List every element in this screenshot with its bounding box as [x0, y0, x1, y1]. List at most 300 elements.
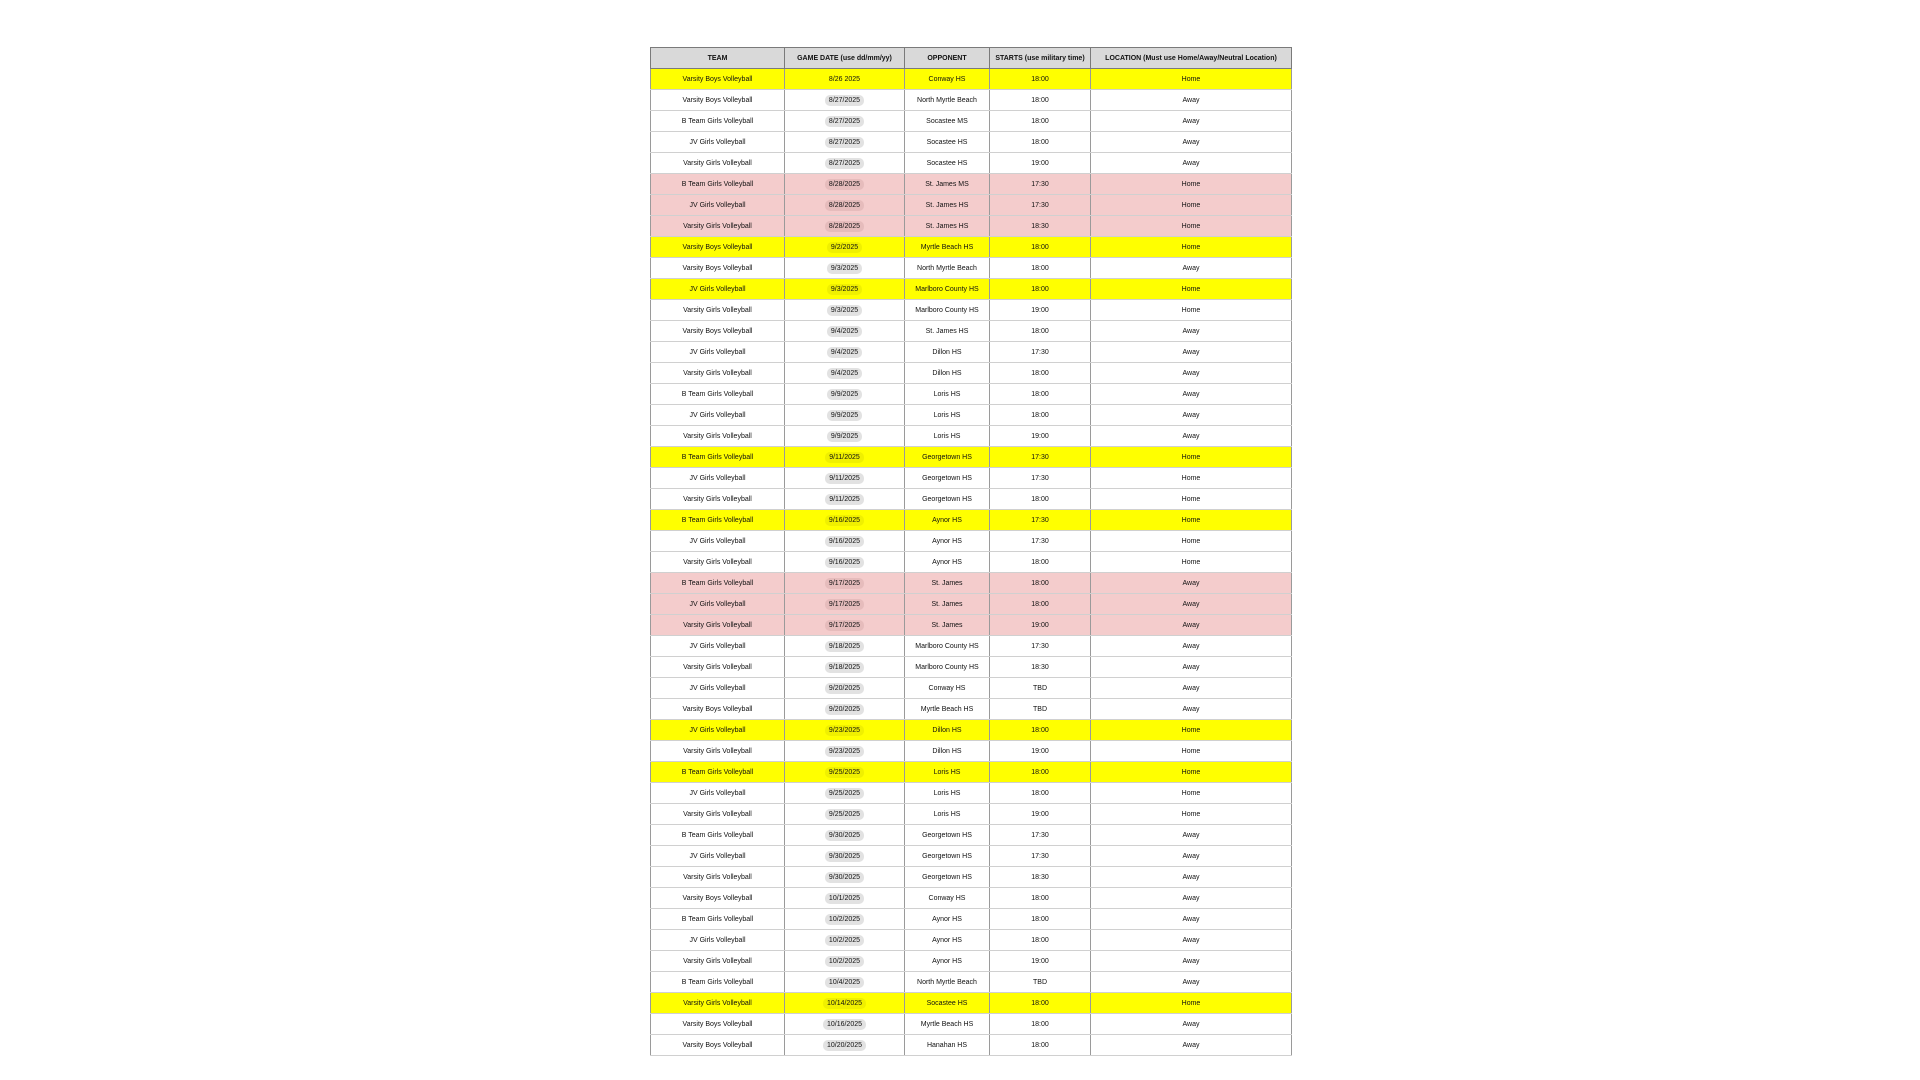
- opponent-cell: Marlboro County HS: [905, 636, 990, 657]
- table-row: [651, 132, 1292, 153]
- start-time-cell: 18:00: [990, 258, 1091, 279]
- game-date-cell: [785, 678, 905, 699]
- game-date-cell: [785, 636, 905, 657]
- location-cell: Away: [1091, 426, 1292, 447]
- table-row: [651, 762, 1292, 783]
- team-cell: JV Girls Volleyball: [651, 531, 785, 552]
- schedule-header: [651, 48, 1292, 69]
- header-starts: STARTS (use military time): [990, 48, 1091, 69]
- opponent-cell: Hanahan HS: [905, 1035, 990, 1056]
- table-row: [651, 720, 1292, 741]
- game-date-chip: 8/27/2025: [825, 95, 864, 106]
- opponent-cell: Loris HS: [905, 426, 990, 447]
- game-date-chip: 10/14/2025: [823, 998, 866, 1009]
- team-cell: JV Girls Volleyball: [651, 279, 785, 300]
- location-cell: Home: [1091, 237, 1292, 258]
- team-cell: JV Girls Volleyball: [651, 846, 785, 867]
- game-date-chip: 10/1/2025: [825, 893, 864, 904]
- game-date-cell: [785, 1014, 905, 1035]
- opponent-cell: Loris HS: [905, 762, 990, 783]
- table-row: [651, 552, 1292, 573]
- game-date-cell: [785, 237, 905, 258]
- table-row: [651, 615, 1292, 636]
- table-row: [651, 993, 1292, 1014]
- team-cell: Varsity Girls Volleyball: [651, 615, 785, 636]
- team-cell: JV Girls Volleyball: [651, 468, 785, 489]
- location-cell: Away: [1091, 258, 1292, 279]
- game-date-chip: 9/25/2025: [825, 788, 864, 799]
- location-cell: Away: [1091, 321, 1292, 342]
- start-time-cell: 18:00: [990, 594, 1091, 615]
- game-date-chip: 9/30/2025: [825, 872, 864, 883]
- game-date-chip: 9/9/2025: [827, 410, 862, 421]
- opponent-cell: North Myrtle Beach: [905, 90, 990, 111]
- game-date-chip: 9/17/2025: [825, 620, 864, 631]
- team-cell: Varsity Boys Volleyball: [651, 90, 785, 111]
- game-date-cell: [785, 279, 905, 300]
- location-cell: Away: [1091, 90, 1292, 111]
- start-time-cell: 18:30: [990, 216, 1091, 237]
- game-date-chip: 8/28/2025: [825, 200, 864, 211]
- start-time-cell: 18:00: [990, 762, 1091, 783]
- table-row: [651, 69, 1292, 90]
- game-date-cell: [785, 888, 905, 909]
- location-cell: Home: [1091, 783, 1292, 804]
- opponent-cell: Aynor HS: [905, 930, 990, 951]
- game-date-chip: 9/30/2025: [825, 851, 864, 862]
- table-row: [651, 678, 1292, 699]
- game-date-chip: 8/27/2025: [825, 137, 864, 148]
- opponent-cell: Socastee HS: [905, 132, 990, 153]
- header-row: [651, 48, 1292, 69]
- header-game-date: GAME DATE (use dd/mm/yy): [785, 48, 905, 69]
- game-date-cell: [785, 132, 905, 153]
- opponent-cell: Dillon HS: [905, 720, 990, 741]
- start-time-cell: 18:00: [990, 1035, 1091, 1056]
- game-date-chip: 9/11/2025: [825, 494, 864, 505]
- start-time-cell: 17:30: [990, 174, 1091, 195]
- location-cell: Home: [1091, 762, 1292, 783]
- game-date-chip: 9/9/2025: [827, 389, 862, 400]
- header-opponent: OPPONENT: [905, 48, 990, 69]
- game-date-cell: [785, 573, 905, 594]
- location-cell: Away: [1091, 615, 1292, 636]
- game-date-chip: 9/3/2025: [827, 284, 862, 295]
- game-date-cell: [785, 216, 905, 237]
- location-cell: Away: [1091, 972, 1292, 993]
- game-date-cell: [785, 195, 905, 216]
- team-cell: Varsity Girls Volleyball: [651, 153, 785, 174]
- location-cell: Away: [1091, 594, 1292, 615]
- game-date-chip: 9/23/2025: [825, 725, 864, 736]
- game-date-chip: 10/4/2025: [825, 977, 864, 988]
- start-time-cell: 19:00: [990, 804, 1091, 825]
- table-row: [651, 489, 1292, 510]
- opponent-cell: Georgetown HS: [905, 447, 990, 468]
- opponent-cell: Loris HS: [905, 783, 990, 804]
- game-date-cell: [785, 783, 905, 804]
- game-date-cell: [785, 69, 905, 90]
- start-time-cell: 18:00: [990, 993, 1091, 1014]
- game-date-cell: [785, 909, 905, 930]
- header-team: TEAM: [651, 48, 785, 69]
- game-date-chip: 9/9/2025: [827, 431, 862, 442]
- game-date-chip: 8/27/2025: [825, 116, 864, 127]
- team-cell: JV Girls Volleyball: [651, 930, 785, 951]
- game-date-cell: [785, 90, 905, 111]
- game-date-chip: 9/18/2025: [825, 662, 864, 673]
- location-cell: Home: [1091, 552, 1292, 573]
- opponent-cell: Aynor HS: [905, 552, 990, 573]
- team-cell: B Team Girls Volleyball: [651, 972, 785, 993]
- game-date-cell: [785, 867, 905, 888]
- table-row: [651, 300, 1292, 321]
- location-cell: Home: [1091, 300, 1292, 321]
- opponent-cell: St. James HS: [905, 195, 990, 216]
- table-row: [651, 363, 1292, 384]
- opponent-cell: Dillon HS: [905, 363, 990, 384]
- game-date-chip: 9/3/2025: [827, 263, 862, 274]
- game-date-chip: 9/11/2025: [825, 452, 864, 463]
- team-cell: JV Girls Volleyball: [651, 783, 785, 804]
- table-row: [651, 657, 1292, 678]
- start-time-cell: 19:00: [990, 615, 1091, 636]
- location-cell: Away: [1091, 951, 1292, 972]
- opponent-cell: North Myrtle Beach: [905, 972, 990, 993]
- start-time-cell: 18:00: [990, 132, 1091, 153]
- start-time-cell: TBD: [990, 678, 1091, 699]
- start-time-cell: 18:00: [990, 552, 1091, 573]
- game-date-chip: 8/26 2025: [828, 75, 861, 83]
- table-row: [651, 972, 1292, 993]
- team-cell: JV Girls Volleyball: [651, 195, 785, 216]
- team-cell: Varsity Boys Volleyball: [651, 699, 785, 720]
- game-date-chip: 9/23/2025: [825, 746, 864, 757]
- table-row: [651, 174, 1292, 195]
- opponent-cell: Georgetown HS: [905, 846, 990, 867]
- table-row: [651, 573, 1292, 594]
- table-row: [651, 342, 1292, 363]
- table-row: [651, 951, 1292, 972]
- start-time-cell: TBD: [990, 699, 1091, 720]
- team-cell: Varsity Girls Volleyball: [651, 426, 785, 447]
- opponent-cell: Georgetown HS: [905, 468, 990, 489]
- start-time-cell: 18:00: [990, 888, 1091, 909]
- team-cell: JV Girls Volleyball: [651, 720, 785, 741]
- location-cell: Home: [1091, 993, 1292, 1014]
- location-cell: Away: [1091, 1035, 1292, 1056]
- opponent-cell: Myrtle Beach HS: [905, 699, 990, 720]
- team-cell: Varsity Girls Volleyball: [651, 867, 785, 888]
- opponent-cell: Loris HS: [905, 804, 990, 825]
- game-date-chip: 9/30/2025: [825, 830, 864, 841]
- team-cell: B Team Girls Volleyball: [651, 174, 785, 195]
- location-cell: Away: [1091, 1014, 1292, 1035]
- game-date-chip: 10/2/2025: [825, 914, 864, 925]
- team-cell: Varsity Boys Volleyball: [651, 237, 785, 258]
- game-date-chip: 9/16/2025: [825, 536, 864, 547]
- game-date-cell: [785, 552, 905, 573]
- opponent-cell: Loris HS: [905, 405, 990, 426]
- start-time-cell: 18:00: [990, 384, 1091, 405]
- start-time-cell: 18:30: [990, 657, 1091, 678]
- game-date-chip: 9/17/2025: [825, 578, 864, 589]
- location-cell: Home: [1091, 741, 1292, 762]
- table-row: [651, 258, 1292, 279]
- table-row: [651, 447, 1292, 468]
- location-cell: Away: [1091, 846, 1292, 867]
- location-cell: Home: [1091, 69, 1292, 90]
- table-row: [651, 90, 1292, 111]
- table-row: [651, 867, 1292, 888]
- team-cell: Varsity Girls Volleyball: [651, 951, 785, 972]
- location-cell: Home: [1091, 447, 1292, 468]
- game-date-cell: [785, 930, 905, 951]
- game-date-cell: [785, 384, 905, 405]
- table-row: [651, 1035, 1292, 1056]
- table-row: [651, 405, 1292, 426]
- team-cell: JV Girls Volleyball: [651, 405, 785, 426]
- location-cell: Home: [1091, 510, 1292, 531]
- location-cell: Away: [1091, 363, 1292, 384]
- game-date-cell: [785, 426, 905, 447]
- game-date-chip: 10/2/2025: [825, 935, 864, 946]
- table-row: [651, 216, 1292, 237]
- game-date-chip: 10/2/2025: [825, 956, 864, 967]
- game-date-chip: 8/27/2025: [825, 158, 864, 169]
- team-cell: Varsity Girls Volleyball: [651, 993, 785, 1014]
- game-date-chip: 9/4/2025: [827, 326, 862, 337]
- opponent-cell: St. James: [905, 615, 990, 636]
- start-time-cell: 18:00: [990, 237, 1091, 258]
- opponent-cell: Myrtle Beach HS: [905, 1014, 990, 1035]
- opponent-cell: St. James: [905, 573, 990, 594]
- start-time-cell: 19:00: [990, 951, 1091, 972]
- start-time-cell: 18:00: [990, 405, 1091, 426]
- start-time-cell: 19:00: [990, 426, 1091, 447]
- table-row: [651, 909, 1292, 930]
- opponent-cell: North Myrtle Beach: [905, 258, 990, 279]
- start-time-cell: 17:30: [990, 531, 1091, 552]
- game-date-chip: 9/4/2025: [827, 347, 862, 358]
- start-time-cell: 19:00: [990, 741, 1091, 762]
- opponent-cell: Aynor HS: [905, 909, 990, 930]
- game-date-cell: [785, 342, 905, 363]
- game-date-cell: [785, 846, 905, 867]
- start-time-cell: 18:00: [990, 111, 1091, 132]
- opponent-cell: Socastee HS: [905, 153, 990, 174]
- opponent-cell: St. James: [905, 594, 990, 615]
- opponent-cell: Aynor HS: [905, 951, 990, 972]
- team-cell: JV Girls Volleyball: [651, 594, 785, 615]
- team-cell: JV Girls Volleyball: [651, 636, 785, 657]
- game-date-cell: [785, 174, 905, 195]
- table-row: [651, 636, 1292, 657]
- start-time-cell: 18:30: [990, 867, 1091, 888]
- game-date-cell: [785, 699, 905, 720]
- team-cell: JV Girls Volleyball: [651, 342, 785, 363]
- game-date-cell: [785, 993, 905, 1014]
- game-date-cell: [785, 468, 905, 489]
- opponent-cell: Socastee MS: [905, 111, 990, 132]
- game-date-cell: [785, 153, 905, 174]
- game-date-chip: 9/17/2025: [825, 599, 864, 610]
- location-cell: Away: [1091, 867, 1292, 888]
- location-cell: Home: [1091, 195, 1292, 216]
- team-cell: Varsity Girls Volleyball: [651, 552, 785, 573]
- location-cell: Away: [1091, 573, 1292, 594]
- opponent-cell: Dillon HS: [905, 741, 990, 762]
- game-date-cell: [785, 258, 905, 279]
- game-date-cell: [785, 300, 905, 321]
- table-row: [651, 321, 1292, 342]
- opponent-cell: Dillon HS: [905, 342, 990, 363]
- table-row: [651, 279, 1292, 300]
- game-date-chip: 9/3/2025: [827, 305, 862, 316]
- game-date-cell: [785, 804, 905, 825]
- team-cell: Varsity Boys Volleyball: [651, 321, 785, 342]
- team-cell: JV Girls Volleyball: [651, 678, 785, 699]
- start-time-cell: 17:30: [990, 447, 1091, 468]
- table-row: [651, 468, 1292, 489]
- team-cell: Varsity Boys Volleyball: [651, 1014, 785, 1035]
- game-date-cell: [785, 951, 905, 972]
- location-cell: Away: [1091, 636, 1292, 657]
- start-time-cell: 19:00: [990, 300, 1091, 321]
- game-date-chip: 9/25/2025: [825, 767, 864, 778]
- start-time-cell: TBD: [990, 972, 1091, 993]
- game-date-cell: [785, 405, 905, 426]
- team-cell: Varsity Boys Volleyball: [651, 69, 785, 90]
- table-row: [651, 888, 1292, 909]
- start-time-cell: 17:30: [990, 825, 1091, 846]
- start-time-cell: 17:30: [990, 195, 1091, 216]
- team-cell: B Team Girls Volleyball: [651, 111, 785, 132]
- location-cell: Away: [1091, 657, 1292, 678]
- table-row: [651, 846, 1292, 867]
- location-cell: Away: [1091, 825, 1292, 846]
- game-date-chip: 10/20/2025: [823, 1040, 866, 1051]
- location-cell: Home: [1091, 531, 1292, 552]
- start-time-cell: 18:00: [990, 90, 1091, 111]
- location-cell: Away: [1091, 888, 1292, 909]
- team-cell: B Team Girls Volleyball: [651, 825, 785, 846]
- opponent-cell: St. James HS: [905, 321, 990, 342]
- team-cell: B Team Girls Volleyball: [651, 762, 785, 783]
- location-cell: Home: [1091, 216, 1292, 237]
- start-time-cell: 18:00: [990, 489, 1091, 510]
- start-time-cell: 18:00: [990, 930, 1091, 951]
- location-cell: Away: [1091, 111, 1292, 132]
- game-date-chip: 9/4/2025: [827, 368, 862, 379]
- opponent-cell: Aynor HS: [905, 531, 990, 552]
- location-cell: Away: [1091, 930, 1292, 951]
- game-date-cell: [785, 111, 905, 132]
- team-cell: Varsity Girls Volleyball: [651, 741, 785, 762]
- game-date-cell: [785, 1035, 905, 1056]
- start-time-cell: 18:00: [990, 909, 1091, 930]
- location-cell: Home: [1091, 174, 1292, 195]
- opponent-cell: Georgetown HS: [905, 825, 990, 846]
- team-cell: Varsity Boys Volleyball: [651, 1035, 785, 1056]
- team-cell: Varsity Girls Volleyball: [651, 216, 785, 237]
- table-row: [651, 699, 1292, 720]
- table-row: [651, 237, 1292, 258]
- table-row: [651, 195, 1292, 216]
- table-row: [651, 930, 1292, 951]
- opponent-cell: Socastee HS: [905, 993, 990, 1014]
- opponent-cell: Conway HS: [905, 69, 990, 90]
- start-time-cell: 17:30: [990, 636, 1091, 657]
- start-time-cell: 18:00: [990, 279, 1091, 300]
- game-date-cell: [785, 762, 905, 783]
- opponent-cell: Conway HS: [905, 678, 990, 699]
- schedule-body: [651, 69, 1292, 1056]
- table-row: [651, 741, 1292, 762]
- location-cell: Home: [1091, 468, 1292, 489]
- team-cell: Varsity Girls Volleyball: [651, 804, 785, 825]
- game-date-chip: 8/28/2025: [825, 221, 864, 232]
- team-cell: Varsity Boys Volleyball: [651, 258, 785, 279]
- game-date-cell: [785, 657, 905, 678]
- team-cell: B Team Girls Volleyball: [651, 909, 785, 930]
- table-row: [651, 426, 1292, 447]
- game-date-chip: 10/16/2025: [823, 1019, 866, 1030]
- game-date-chip: 9/2/2025: [827, 242, 862, 253]
- location-cell: Away: [1091, 153, 1292, 174]
- start-time-cell: 17:30: [990, 846, 1091, 867]
- opponent-cell: Georgetown HS: [905, 489, 990, 510]
- start-time-cell: 19:00: [990, 153, 1091, 174]
- table-row: [651, 111, 1292, 132]
- game-date-chip: 8/28/2025: [825, 179, 864, 190]
- location-cell: Away: [1091, 699, 1292, 720]
- location-cell: Home: [1091, 489, 1292, 510]
- start-time-cell: 18:00: [990, 720, 1091, 741]
- location-cell: Away: [1091, 909, 1292, 930]
- start-time-cell: 18:00: [990, 1014, 1091, 1035]
- opponent-cell: Marlboro County HS: [905, 657, 990, 678]
- game-date-cell: [785, 531, 905, 552]
- game-date-cell: [785, 363, 905, 384]
- table-row: [651, 804, 1292, 825]
- team-cell: Varsity Boys Volleyball: [651, 888, 785, 909]
- team-cell: JV Girls Volleyball: [651, 132, 785, 153]
- location-cell: Away: [1091, 678, 1292, 699]
- game-date-cell: [785, 741, 905, 762]
- table-row: [651, 1014, 1292, 1035]
- game-date-cell: [785, 972, 905, 993]
- start-time-cell: 18:00: [990, 321, 1091, 342]
- team-cell: Varsity Girls Volleyball: [651, 363, 785, 384]
- start-time-cell: 17:30: [990, 510, 1091, 531]
- table-row: [651, 153, 1292, 174]
- game-date-chip: 9/25/2025: [825, 809, 864, 820]
- team-cell: Varsity Girls Volleyball: [651, 657, 785, 678]
- team-cell: B Team Girls Volleyball: [651, 510, 785, 531]
- location-cell: Home: [1091, 279, 1292, 300]
- opponent-cell: Marlboro County HS: [905, 279, 990, 300]
- start-time-cell: 18:00: [990, 573, 1091, 594]
- opponent-cell: St. James HS: [905, 216, 990, 237]
- game-date-chip: 9/16/2025: [825, 515, 864, 526]
- location-cell: Home: [1091, 804, 1292, 825]
- game-date-cell: [785, 321, 905, 342]
- opponent-cell: Loris HS: [905, 384, 990, 405]
- opponent-cell: Conway HS: [905, 888, 990, 909]
- game-date-cell: [785, 615, 905, 636]
- table-row: [651, 825, 1292, 846]
